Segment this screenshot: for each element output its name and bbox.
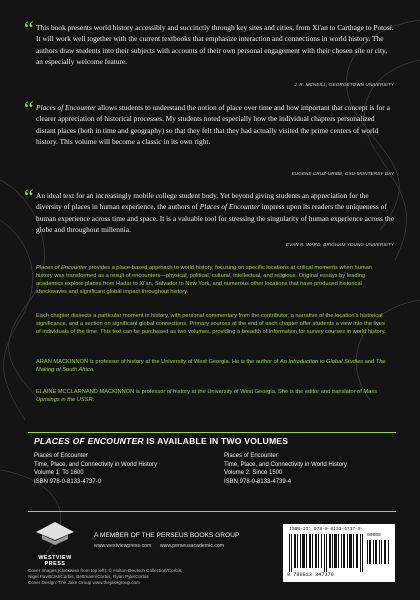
quote-mark-icon: “ <box>24 184 34 209</box>
review-attribution: J. R. MCNEILL, GEORGETOWN UNIVERSITY <box>294 82 394 87</box>
volumes-heading: PLACES OF ENCOUNTER IS AVAILABLE IN TWO VOLUMES <box>34 436 289 446</box>
isbn-barcode <box>283 524 395 582</box>
quote-mark-icon: “ <box>24 16 34 41</box>
book-title: Places of Encounter <box>199 202 260 212</box>
book-title: Places of Encounter <box>36 265 87 271</box>
review-quote <box>24 96 394 148</box>
website-link[interactable]: www.westviewpress.com <box>94 543 152 549</box>
author-name: ELAINE MCCLARNAND MACKINNON <box>36 389 135 395</box>
author-bio: ARAN MACKINNON is professor of history at the University of West Georgia. He is the author of An Introduction to Global Studies and The Making of South Africa. <box>36 359 386 374</box>
price-barcode-bars <box>367 540 391 564</box>
quote-mark-icon: “ <box>24 96 34 121</box>
review-text: impress upon its readers the uniqueness of human experience across time and space. It is a valuable tool for stressing the singularity of human experience across the globe and throughout millennia. <box>36 202 394 235</box>
review-quote <box>24 184 394 236</box>
logo-mark-icon <box>30 520 80 550</box>
barcode-digits: 9 780813 347370 <box>287 572 334 578</box>
review-attribution: EVAN R. WARD, BRIGHAM YOUNG UNIVERSITY <box>285 242 394 247</box>
volume-2-info: Places of Encounter Time, Place, and Connectivity in World History Volume 2: Since 1500 ISBN 978-0-8133-4739-4 <box>224 453 348 486</box>
cover-credits: Cover Images (clockwise from top left): © Hulton-Deutsch Collection/Corbis, Nigel Pavitt/JAI/Corbis, Bettmann/Corbis, Ryan Pyle/Corbis Cover Design: The Jake Group www.thejakegroup.com <box>28 568 183 586</box>
review-text: allows students to understand the notion of place over time and how important that concept is for a clearer appreciation of historical processes. My students noted especially how the individual chapters personalized distant places (both in time and geography) so that they felt that they had actually visited the prime centers of world history. This volume will become a classic in its own right. <box>36 103 390 147</box>
volumes-box <box>28 432 396 512</box>
isbn-label: ISBN-13: 978-0-8133-4737-0 <box>289 527 361 532</box>
perseus-member-line: A MEMBER OF THE PERSEUS BOOKS GROUP <box>94 532 240 539</box>
review-text: An ideal text for an increasingly mobile college student body. Yet beyond giving students an appreciation for the diversity of places in human experience, the authors of <box>36 191 369 212</box>
description-paragraph: Places of Encounter provides a place-based approach to world history, focusing on specific locations at critical moments when human history was transformed as a result of encounters—physical, political, cultural, intellectual, and religious. Original essays by leading academics explore places from Hadar to Xi'an, Salvador to New York, and numerous other locations that have produced historical shockwaves and significant global impact throughout history. <box>36 265 372 296</box>
volume-1-info: Places of Encounter Time, Place, and Connectivity in World History Volume 1: To 1600 ISBN 978-0-8133-4737-0 <box>34 453 158 486</box>
review-attribution: EUGENE CRUZ-URIBE, CSU-MONTEREY BAY <box>291 171 394 176</box>
review-quote <box>24 16 394 68</box>
description-paragraph: Each chapter dissects a particular moment in history, with personal commentary from the contributor, a narrative of the location's historical significance, and a section on significant global connections. Primary sources at the end of each chapter offer students a view into the lives of individuals of the time. This text can be purchased as two volumes, providing a breadth of information for survey courses in world history. <box>36 313 386 336</box>
publisher-websites <box>94 543 224 549</box>
westview-press-logo: WESTVIEW PRESS <box>30 520 80 566</box>
book-title: Places of Encounter <box>36 103 96 112</box>
review-text: This book presents world history accessibly and succinctly through key sites and cities, from Xi'an to Carthage to Potosí. It will work well together with the current textbooks that emphasize interaction and connections in world history. The authors draw students into their subjects with accounts of their own personal engagement with their chosen site or city, an especially welcome feature. <box>36 23 394 67</box>
barcode-bars <box>289 534 363 572</box>
price-code: 90000 <box>367 533 381 538</box>
author-name: ARAN MACKINNON <box>36 359 89 365</box>
author-bio: ELAINE MCCLARNAND MACKINNON is professor of history at the University of West Georgia. She is the editor and translator of Mass Uprisings in the USSR. <box>36 389 377 404</box>
website-link[interactable]: www.perseusacademic.com <box>159 543 225 549</box>
